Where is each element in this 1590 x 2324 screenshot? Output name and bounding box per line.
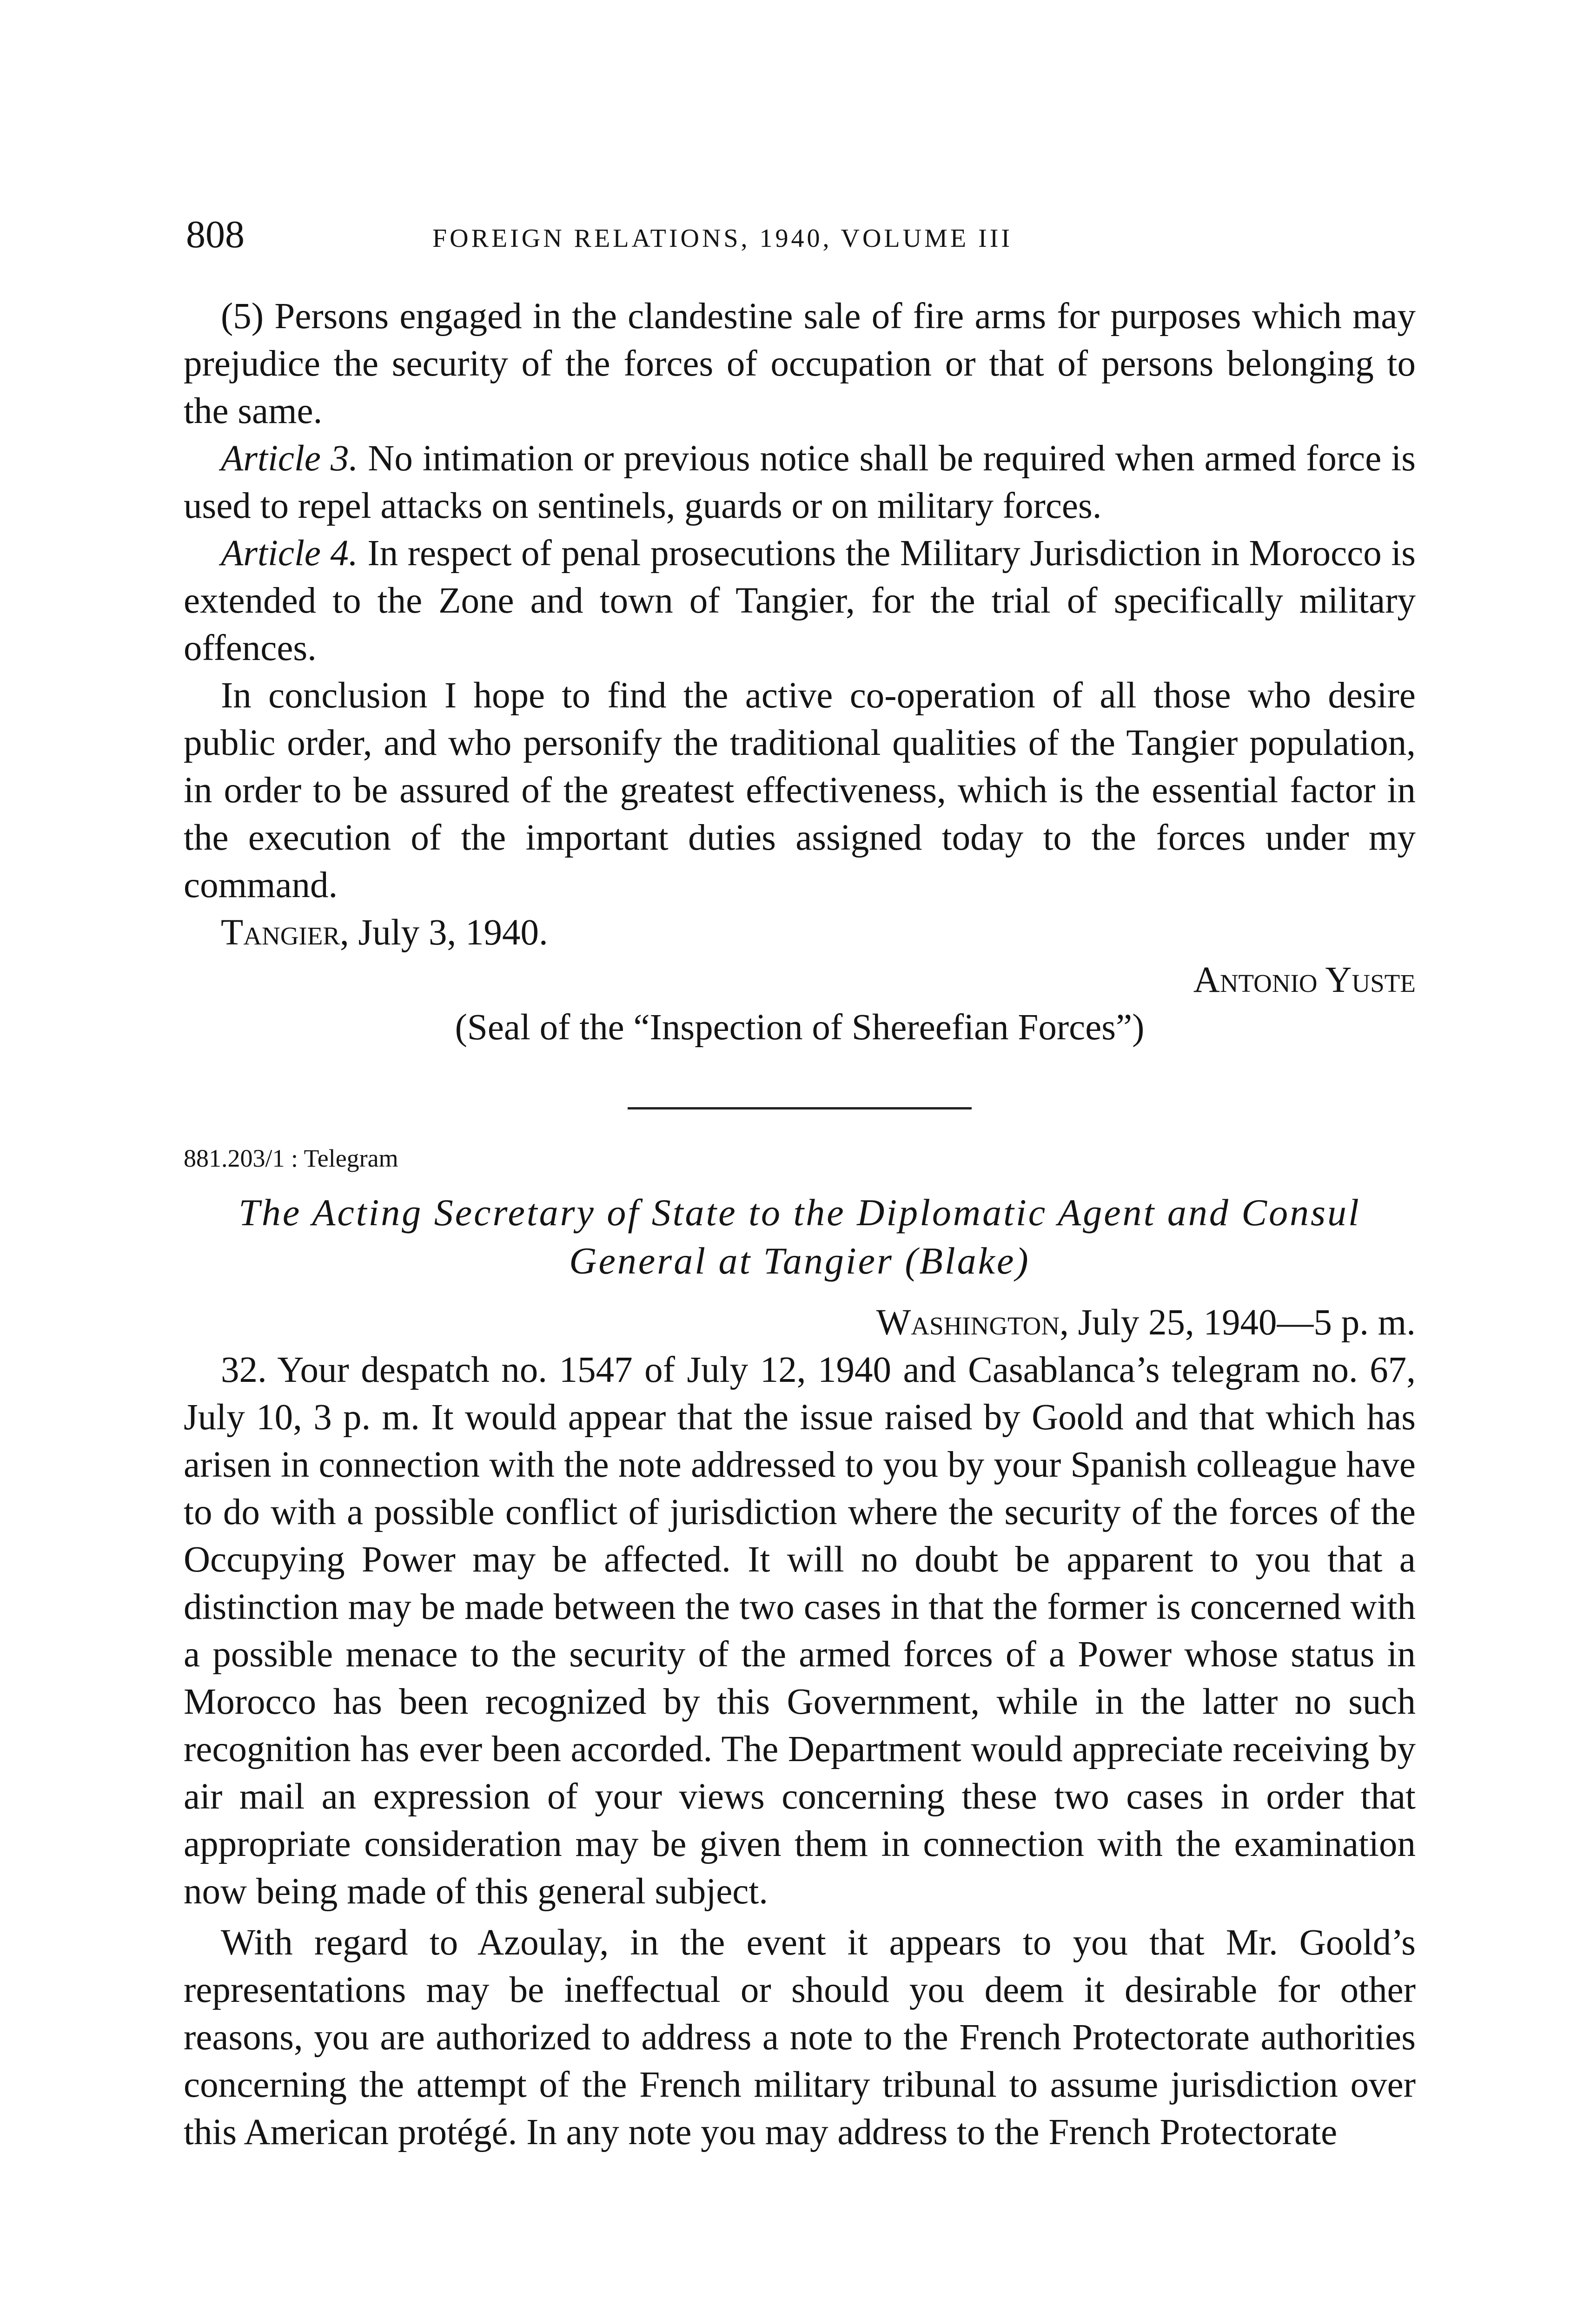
article-3-text: No intimation or previous notice shall be required when armed force is used to repel attacks on sentinels, guards or on military forces. xyxy=(184,438,1416,526)
article-3-label: Article 3. xyxy=(221,438,358,479)
seal-note: (Seal of the “Inspection of Shereefian Forces”) xyxy=(455,1007,1145,1048)
article-4-text: In respect of penal prosecutions the Military Jurisdiction in Morocco is extended to the Zone and town of Tangier, for the trial of specifically military offences. xyxy=(184,533,1416,668)
telegram-place: Washington xyxy=(876,1302,1060,1343)
page-number: 808 xyxy=(186,213,245,256)
dateline-date: , July 3, 1940. xyxy=(340,912,548,953)
document-heading: The Acting Secretary of State to the Diplomatic Agent and Consul General at Tangier (Blake) xyxy=(238,1191,1361,1282)
telegram-place-date xyxy=(184,1299,1416,1347)
telegram-paragraph-1: 32. Your despatch no. 1547 of July 12, 1940 and Casablanca’s telegram no. 67, July 10, 3 p. m. It would appear that the issue raised by Goold and that which has arisen in connection with the note addressed to you by your Spanish colleague have to do with a possible conflict of jurisdiction where the security of the forces of the Occupying Power may be affected. It will no doubt be apparent to you that a distinction may be made between the two cases in that the former is concerned with a possible menace to the security of the armed forces of a Power whose status in Morocco has been recognized by this Government, while in the latter no such recognition has ever been accorded. The Department would appreciate receiving by air mail an expression of your views concerning these two cases in order that appropriate consideration may be given them in connection with the examination now being made of this general subject. xyxy=(184,1350,1416,1912)
telegram-date: , July 25, 1940—5 p. m. xyxy=(1060,1302,1416,1343)
signature: Antonio Yuste xyxy=(1193,960,1416,1000)
telegram-paragraph-2: With regard to Azoulay, in the event it appears to you that Mr. Goold’s representations may be ineffectual or should you deem it desirable for other reasons, you are authorized to address a note to the French Protectorate authorities concerning the attempt of the French military tribunal to assume jurisdiction over this American protégé. In any note you may address to the French Protectorate xyxy=(184,1922,1416,2152)
page-body xyxy=(184,293,1416,2156)
dateline-place: Tangier xyxy=(221,912,340,953)
article-3-paragraph xyxy=(184,435,1416,530)
article-4-label: Article 4. xyxy=(221,533,358,574)
conclusion-paragraph: In conclusion I hope to find the active co-operation of all those who desire public order, and who personify the traditional qualities of the Tangier population, in order to be assured of the greatest effectiveness, which is the essential factor in the execution of the important duties assigned today to the forces under my command. xyxy=(184,675,1416,905)
proclamation-item-5: (5) Persons engaged in the clandestine sale of fire arms for purposes which may prejudice the security of the forces of occupation or that of persons belonging to the same. xyxy=(184,296,1416,431)
page-header xyxy=(186,209,1413,260)
proclamation-dateline xyxy=(184,909,1416,957)
section-divider xyxy=(628,1107,972,1109)
article-4-paragraph xyxy=(184,530,1416,672)
file-reference: 881.203/1 : Telegram xyxy=(184,1144,398,1172)
running-head: FOREIGN RELATIONS, 1940, VOLUME III xyxy=(432,224,1013,253)
